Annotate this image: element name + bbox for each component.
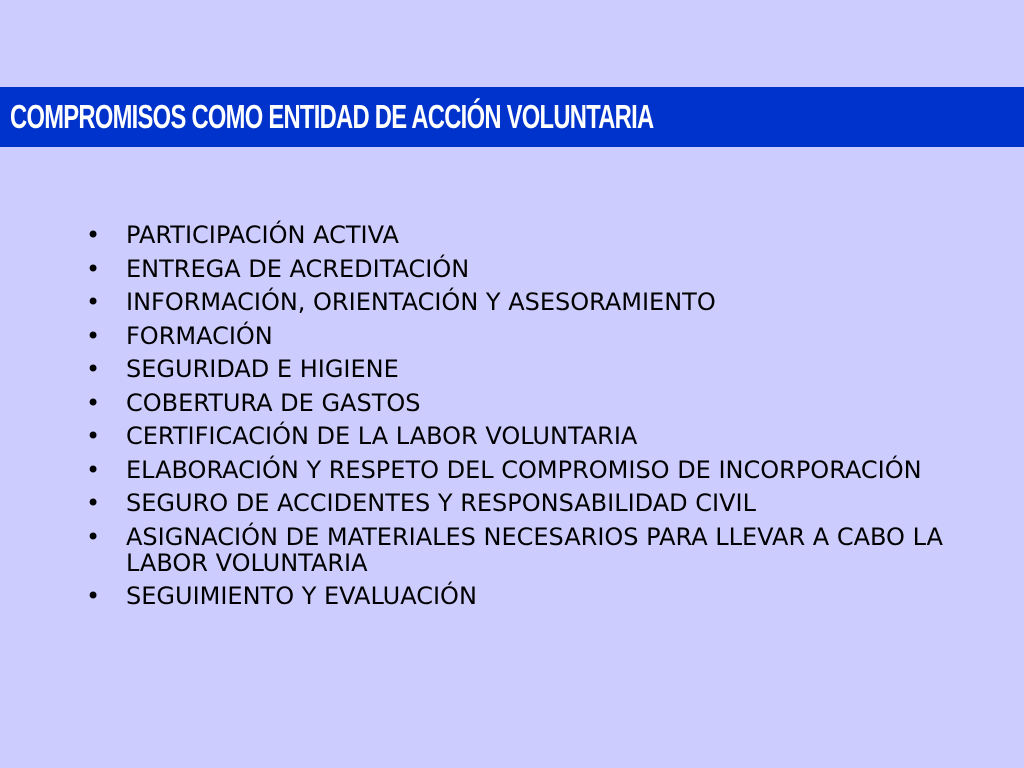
- bullet-dot-icon: •: [86, 489, 101, 517]
- bullet-text: INFORMACIÓN, ORIENTACIÓN Y ASESORAMIENTO: [126, 288, 716, 316]
- bullet-item: [84, 222, 984, 248]
- bullet-item: [84, 490, 984, 516]
- bullet-item: [84, 356, 984, 382]
- bullet-dot-icon: •: [86, 254, 101, 283]
- bullet-dot-icon: •: [86, 388, 101, 417]
- bullet-item: [84, 423, 984, 449]
- bullet-text: CERTIFICACIÓN DE LA LABOR VOLUNTARIA: [126, 422, 638, 450]
- bullet-dot-icon: •: [86, 321, 101, 350]
- title-bar: [0, 87, 1024, 147]
- bullet-text: ENTREGA DE ACREDITACIÓN: [126, 254, 470, 283]
- bullet-text: PARTICIPACIÓN ACTIVA: [126, 221, 399, 249]
- bullet-text: SEGURIDAD E HIGIENE: [126, 355, 399, 383]
- bullet-text: ASIGNACIÓN DE MATERIALES NECESARIOS PARA LLEVAR A CABO LA LABOR VOLUNTARIA: [126, 522, 943, 577]
- bullet-item: [84, 256, 984, 282]
- bullet-list: [84, 222, 984, 617]
- bullet-item: [84, 457, 984, 483]
- bullet-text: SEGURO DE ACCIDENTES Y RESPONSABILIDAD CIVIL: [126, 489, 756, 517]
- bullet-dot-icon: •: [86, 522, 101, 551]
- bullet-text: FORMACIÓN: [126, 321, 273, 350]
- bullet-text: SEGUIMIENTO Y EVALUACIÓN: [126, 582, 477, 610]
- bullet-dot-icon: •: [86, 355, 101, 383]
- bullet-item: [84, 524, 984, 576]
- bullet-item: [84, 583, 984, 609]
- bullet-dot-icon: •: [86, 288, 101, 316]
- bullet-dot-icon: •: [86, 422, 101, 450]
- bullet-text: ELABORACIÓN Y RESPETO DEL COMPROMISO DE INCORPORACIÓN: [126, 455, 922, 484]
- bullet-text: COBERTURA DE GASTOS: [126, 388, 421, 417]
- slide-title: COMPROMISOS COMO ENTIDAD DE ACCIÓN VOLUNTARIA: [10, 98, 654, 135]
- bullet-item: [84, 390, 984, 416]
- bullet-dot-icon: •: [86, 221, 101, 249]
- bullet-item: [84, 289, 984, 315]
- bullet-dot-icon: •: [86, 582, 101, 610]
- bullet-dot-icon: •: [86, 455, 101, 484]
- bullet-item: [84, 323, 984, 349]
